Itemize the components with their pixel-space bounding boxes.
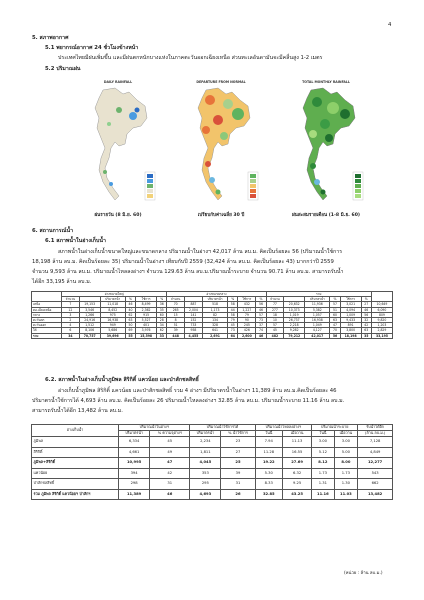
table-cell: 4,094 [340,307,361,312]
table-cell: 1,173 [202,307,227,312]
subheader: (ล้าน ลบ.ม.) [358,431,393,437]
subheader: เมื่อวาน [334,431,358,437]
table-cell: 2,362 [136,307,157,312]
table-cell: 245 [238,323,256,328]
table-cell: 11.03 [334,489,358,500]
subheader: ปริมาตรน้ำ [305,297,330,302]
map-caption: ฝนสะสมรายเดือน (1-8 มิ.ย. 60) [291,213,361,218]
table-cell: 62 [157,328,167,333]
table-cell: 394 [119,468,150,479]
table-row [32,333,393,338]
table-cell: 70 [167,302,185,307]
row-label: ภูมิพล+สิริกิติ์ [32,458,119,469]
table-cell: 4,127 [305,328,330,333]
total-monthly-rainfall-map [283,80,369,210]
table-cell: 3.00 [312,437,334,448]
table-cell: 8 [167,318,185,323]
table-cell: 15 [167,312,185,317]
table-cell: 62 [125,312,135,317]
section-5-heading: 5. สภาพอากาศ [32,35,69,41]
table-row [32,468,393,479]
table-cell: 27.69 [283,458,312,469]
table-cell: 90 [238,318,256,323]
subheader: ใช้การ [340,297,361,302]
forecast-subheading: 5.1 พยากรณ์อากาศ 24 ชั่วโมงข้างหน้า [45,45,139,51]
table-cell: 1,203 [371,323,392,328]
table-cell: 18 [266,312,284,317]
table-cell: 33,195 [371,333,392,338]
table-cell: 42,017 [305,333,330,338]
table-cell: 265 [167,307,185,312]
table-cell: 56 [330,333,340,338]
table-cell: 46 [361,307,371,312]
subheader: % [157,297,167,302]
reservoir-paragraph-line: สภาพน้ำในอ่างเก็บน้ำขนาดใหญ่และขนาดกลาง ปริมาณน้ำในอ่างฯ 42,017 ล้าน ลบ.ม. คิดเป็นร้อยละ 56 (ปริมาณน้ำใช้การ [58,249,343,255]
table-cell: 44 [228,307,238,312]
table-cell: 1,057 [305,312,330,317]
table-cell: 35 [361,333,371,338]
subheader: วันนี้ [312,431,334,437]
thailand-map-daily [75,84,161,208]
subheader: จำนวน [266,297,284,302]
table-cell: 1.73 [334,468,358,479]
table-cell: 26 [221,489,255,500]
reservoir-paragraph-line: จำนวน 9,593 ล้าน ลบ.ม. ปริมาณน้ำไหลลงอ่างฯ จำนวน 129.63 ล้าน ลบ.ม.ปริมาณน้ำระบาย จำนวน 90.71 ล้าน ลบ.ม. สามารถรับน้ำ [32,269,344,275]
departure-from-normal-map [178,80,264,210]
daily-rainfall-map [75,80,161,210]
table-cell: 25 [221,458,255,469]
major-reservoir-paragraph-line: อ่างเก็บน้ำภูมิพล สิริกิติ์ แควน้อย และป่าสักชลสิทธิ์ รวม 4 อ่างฯ มีปริมาตรน้ำในอ่างฯ 11,389 ล้าน ลบ.ม.คิดเป็นร้อยละ 46 [58,388,337,394]
table-cell: 10,649 [371,302,392,307]
table-cell: 8.12 [312,458,334,469]
reservoir-region-table [31,291,393,339]
table-cell: 949 [100,323,125,328]
table-cell: 662 [358,479,393,490]
table-cell: 46 [256,333,266,338]
subheader: % [228,297,238,302]
table-cell: 1.31 [312,479,334,490]
table-body [32,437,393,500]
table-cell: 958 [184,328,202,333]
table-cell: 10,995 [119,458,150,469]
subheader: % ความจุอ่างฯ [150,431,190,437]
table-cell: 57 [256,312,266,317]
table-cell: 36 [157,302,167,307]
table-cell: 10 [266,318,284,323]
table-cell: 57 [330,302,340,307]
row-label: ป่าสักชลสิทธิ์ [32,479,119,490]
row-label: เหนือ [32,302,62,307]
table-cell: 298 [119,479,150,490]
table-cell: 134 [202,318,227,323]
table-cell: 45 [150,437,190,448]
subheader: % [125,297,135,302]
table-cell: 77 [266,302,284,307]
row-label: ตะวันออก [32,323,62,328]
table-cell: 26,737 [284,318,305,323]
reservoir-subheading: 6.1 สภาพน้ำในอ่างเก็บน้ำ [45,238,106,244]
table-cell: 34 [62,333,80,338]
table-cell: 1,019 [284,312,305,317]
table-cell: 60 [330,312,340,317]
table-cell: 2,234 [190,437,221,448]
inflow-header: ปริมาณน้ำไหลลงอ่างฯ [255,425,312,431]
release-header: ปริมาณน้ำระบาย [312,425,358,431]
table-cell: 8.33 [255,479,282,490]
table-cell: 47 [150,458,190,469]
map-title: DAILY RAINFALL [103,80,133,84]
row-label: ตะวันตก [32,318,62,323]
row-label: กลาง [32,312,62,317]
table-cell: 915 [136,312,157,317]
table-cell: 49 [150,447,190,458]
table-cell: 60 [157,312,167,317]
table-cell: 1,227 [238,307,256,312]
table-cell: 50 [125,323,135,328]
subheader: จำนวน [62,297,80,302]
table-cell: 33 [157,333,167,338]
table-cell: 7.94 [255,437,282,448]
table-row [32,437,393,448]
table-cell: 733 [184,323,202,328]
table-cell: 55 [125,333,135,338]
table-cell: 46 [256,307,266,312]
table-cell: 42 [361,323,371,328]
table-cell: 35 [157,307,167,312]
table-cell: 47 [330,323,340,328]
table-cell: 56 [361,312,371,317]
table-cell: 42 [150,468,190,479]
subheader: วันนี้ [255,431,282,437]
table-cell: 11.28 [255,447,282,458]
map-caption: เปรียบกับค่าเฉลี่ย 30 ปี [197,213,245,218]
table-cell: 353 [190,468,221,479]
table-cell: 328 [202,323,227,328]
table-cell: 3.00 [334,437,358,448]
table-cell: 5.00 [334,447,358,458]
table-cell: 543 [358,468,393,479]
region-header [32,292,62,302]
table-cell: 401 [136,323,157,328]
reservoir-paragraph-line: 18,198 ล้าน ลบ.ม. คิดเป็นร้อยละ 35) ปริมาณน้ำในอ่างฯ เทียบกับปี 2559 (32,424 ล้าน ลบ.ม. คิดเป็นร้อยละ 43) มากกว่าปี 2559 [32,259,334,265]
table-cell: 5,686 [100,328,125,333]
capacity-left-header: รับน้ำได้อีก [358,425,393,431]
table-cell: 82 [202,312,227,317]
table-cell: 295 [190,479,221,490]
table-cell: 3 [62,312,80,317]
table-cell: 482 [266,333,284,338]
table-cell: 28 [157,318,167,323]
unit-note: (หน่วย : ล้าน ลบ.ม.) [344,571,383,576]
table-cell: 4,045 [190,458,221,469]
table-cell: 12 [62,307,80,312]
subheader: ปริมาตรน้ำ [119,431,150,437]
table-cell: 8,499 [136,302,157,307]
table-cell: 20,632 [284,302,305,307]
table-cell: 73 [228,328,238,333]
row-label: รวม [32,333,62,338]
table-cell: 27 [221,447,255,458]
table-cell: 3,546 [79,307,100,312]
table-cell: 2,691 [202,333,227,338]
table-cell: 11,389 [119,489,150,500]
table-cell: 15,598 [136,333,157,338]
table-cell: 63 [330,318,340,323]
row-label: ตอ.เฉียงเหนือ [32,307,62,312]
table-cell: 426 [238,328,256,333]
table-cell: 2 [62,318,80,323]
table-cell: 24,916 [79,318,100,323]
subheader: ใช้การ [238,297,256,302]
table-cell: 5.12 [312,447,334,458]
thailand-map-monthly [283,84,369,208]
table-cell: 10,373 [284,307,305,312]
row-label: ใต้ [32,328,62,333]
reservoir-paragraph-line: ได้อีก 33,195 ล้าน ลบ.ม. [32,279,92,285]
subheader: % [330,297,340,302]
page-number: 4 [388,22,392,28]
table-cell: 70 [330,328,340,333]
table-cell: 9.25 [283,479,312,490]
table-cell: 2,829 [371,328,392,333]
table-cell: 1,049 [305,323,330,328]
table-cell: 31 [221,479,255,490]
total-header: รวม [266,292,371,297]
table-cell: 11,936 [305,302,330,307]
table-cell: 6 [62,328,80,333]
table-cell: 34 [157,323,167,328]
table-cell: 3,976 [136,328,157,333]
table-cell: 4,661 [119,447,150,458]
table-cell: 809 [371,312,392,317]
table-cell: 45 [228,323,238,328]
table-cell: 9,433 [340,318,361,323]
table-cell: 1,266 [79,312,100,317]
section-6-heading: 6. สถานการณ์น้ำ [32,228,74,234]
table-cell: 11.13 [283,437,312,448]
table-cell: 1,512 [79,323,100,328]
table-cell: 11.16 [312,489,334,500]
row-label: สิริกิติ์ [32,447,119,458]
subheader: จำนวน [167,297,185,302]
table-cell: 4,693 [190,489,221,500]
map-title: TOTAL MONTHLY RAINFALL [302,80,350,84]
table-cell: 9,282 [284,328,305,333]
subheader: % [361,297,371,302]
map-title: DEPARTURE FROM NORMAL [196,80,246,84]
capacity-left-header [371,292,392,302]
table-cell: 6.32 [283,468,312,479]
table-cell: 79,212 [284,333,305,338]
table-cell: 43.25 [283,489,312,500]
table-cell: 31 [150,479,190,490]
table-cell: 1,811 [190,447,221,458]
table-cell: 2,600 [238,333,256,338]
forecast-paragraph: ประเทศไทยมีฝนเพิ่มขึ้น และมีฝนตกหนักบางแห่งในภาคตะวันออกเฉียงเหนือ ส่วนทะเลอันดามันจะมีคลื่นสูง 1-2 เมตร [58,55,323,61]
table-cell: 8,106 [79,328,100,333]
table-cell: 51 [330,307,340,312]
table-cell: 46 [150,489,190,500]
table-cell: 70,757 [79,333,100,338]
table-cell: 3,021 [340,302,361,307]
table-row [32,458,393,469]
table-cell: 56 [256,302,266,307]
table-cell: 63 [125,318,135,323]
table-cell: 2,218 [284,323,305,328]
table-cell: 518 [202,302,227,307]
subheader: ปริมาตรน้ำ [202,297,227,302]
subheader: เมื่อวาน [283,431,312,437]
table-cell: 5.30 [255,468,282,479]
table-cell: 73 [256,318,266,323]
table-cell: 8.00 [334,458,358,469]
large-reservoir-header: อ่างขนาดใหญ่ [62,292,167,297]
table-cell: 432 [238,302,256,307]
table-row [32,447,393,458]
table-cell: 448 [167,333,185,338]
table-cell: 13,482 [358,489,393,500]
table-row [32,489,393,500]
table-cell: 152 [184,318,202,323]
major-reservoir-paragraph-line: สามารถรับน้ำได้อีก 13,482 ล้าน ลบ.ม. [32,408,123,414]
subheader: % [256,297,266,302]
table-cell: 39 [221,468,255,479]
table-cell: 39,696 [100,333,125,338]
table-cell: 32.85 [255,489,282,500]
table-cell: 23 [221,437,255,448]
table-cell: 1,009 [340,312,361,317]
rainfall-subheading: 5.2 ปริมาณฝน [45,66,81,72]
table-cell: 4,849 [358,447,393,458]
table-row [32,479,393,490]
table-cell: 16,938 [305,318,330,323]
table-cell: 46 [125,302,135,307]
subheader: ปริมาตรน้ำ [100,297,125,302]
table-cell: 891 [340,323,361,328]
table-cell: 1.73 [312,468,334,479]
table-cell: 58 [228,302,238,307]
table-cell: 79 [228,318,238,323]
table-cell: 9,820 [371,318,392,323]
table-cell: 79 [238,312,256,317]
table-cell: 7 [62,302,80,307]
table-cell: 641 [202,328,227,333]
medium-reservoir-header: อ่างขนาดกลาง [167,292,266,297]
table-cell: 57 [266,323,284,328]
subheader: % น้ำใช้การ [221,431,255,437]
table-cell: 32 [361,318,371,323]
subheader: ใช้การ [136,297,157,302]
table-cell: 975 [100,312,125,317]
table-cell: 16,938 [100,318,125,323]
table-cell: 69 [125,328,135,333]
row-label: แควน้อย [32,468,119,479]
table-cell: 6,090 [371,307,392,312]
table-cell: 19,153 [79,302,100,307]
major-reservoir-table [31,424,393,500]
table-cell: 27 [361,302,371,307]
table-cell: 6,334 [119,437,150,448]
row-label: รวม ภูมิพล สิริกิติ์ แควน้อยฯ ป่าสักฯ [32,489,119,500]
table-cell: 7,128 [358,437,393,448]
subheader: ปริมาตรน้ำ [190,431,221,437]
volume-header: ปริมาณน้ำในอ่างฯ [119,425,190,431]
thailand-map-departure [178,84,264,208]
table-cell: 12,277 [358,458,393,469]
table-cell: 18,198 [340,333,361,338]
table-body [32,302,393,338]
table-cell: 64 [228,333,238,338]
row-label: ภูมิพล [32,437,119,448]
table-cell: 39 [167,328,185,333]
map-caption: ฝนรายวัน (8 มิ.ย. 60) [94,213,142,218]
table-cell: 11,018 [100,302,125,307]
usable-header: ปริมาณน้ำใช้การได้ [190,425,255,431]
reservoir-name-header: อ่างเก็บน้ำ [32,425,119,437]
table-cell: 3,800 [340,328,361,333]
major-reservoir-subheading: 6.2. สภาพน้ำในอ่างเก็บน้ำภูมิพล สิริกิติ์ แควน้อย และป่าสักชลสิทธิ์ [45,377,199,383]
table-cell: 5,382 [305,307,330,312]
table-cell: 8,452 [100,307,125,312]
table-cell: 45 [266,328,284,333]
table-cell: 37 [256,323,266,328]
table-cell: 74 [256,328,266,333]
table-cell: 4,455 [184,333,202,338]
table-cell: 16.55 [283,447,312,458]
table-cell: 141 [184,312,202,317]
table-cell: 63 [361,328,371,333]
table-cell: 5,527 [136,318,157,323]
table-cell: 40 [125,307,135,312]
major-reservoir-paragraph-line: ปริมาตรน้ำใช้การได้ 4,693 ล้าน ลบ.ม. คิดเป็นร้อยละ 26 ปริมาณน้ำไหลลงอ่างฯ 32.85 ล้าน ลบ.ม. ปริมาณน้ำระบาย 11.16 ล้าน ลบ.ม. [32,398,345,404]
table-cell: 51 [167,323,185,328]
table-cell: 277 [266,307,284,312]
table-cell: 2,004 [184,307,202,312]
table-cell: 887 [184,302,202,307]
table-cell: 1.30 [334,479,358,490]
table-cell: 58 [228,312,238,317]
table-cell: 4 [62,323,80,328]
table-cell: 19.22 [255,458,282,469]
